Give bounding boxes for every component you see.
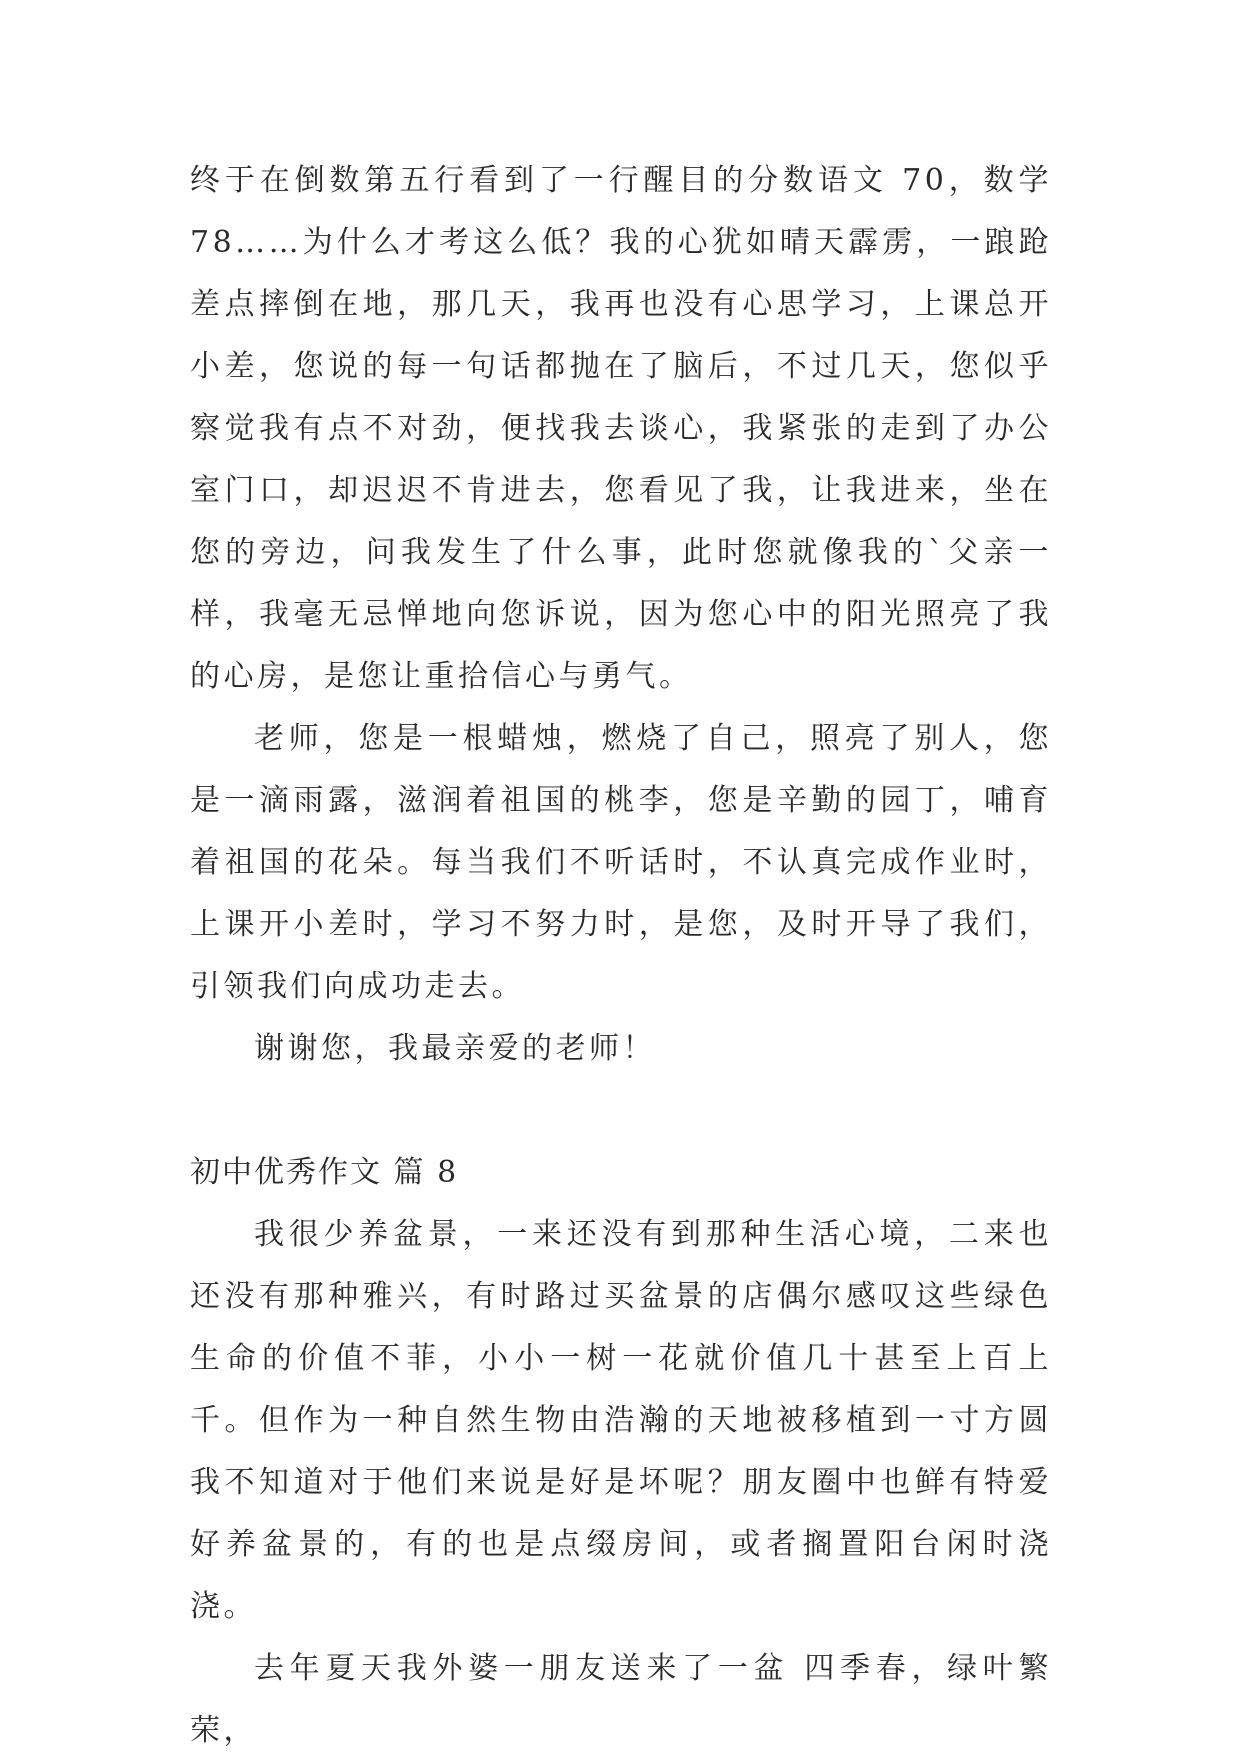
paragraph-exam-scores: 终于在倒数第五行看到了一行醒目的分数语文 70，数学 78……为什么才考这么低？我的心犹如晴天霹雳，一踉跄差点摔倒在地，那几天，我再也没有心思学习，上课总开小差，您说的每一句话都抛在了脑后，不过几天，您似乎察觉我有点不对劲，便找我去谈心，我紧张的走到了办公室门口，却迟迟不肯进去，您看见了我，让我进来，坐在您的旁边，问我发生了什么事，此时您就像我的`父亲一样，我毫无忌惮地向您诉说，因为您心中的阳光照亮了我的心房，是您让重拾信心与勇气。 — [190, 163, 1066, 694]
document-body — [190, 150, 1066, 1762]
section-title: 初中优秀作文 篇 8 — [190, 1155, 459, 1190]
paragraph-teacher-candle: 老师，您是一根蜡烛，燃烧了自己，照亮了别人，您是一滴雨露，滋润着祖国的桃李，您是辛勤的园丁，哺育着祖国的花朵。每当我们不听话时，不认真完成作业时，上课开小差时，学习不努力时，是您，及时开导了我们，引领我们向成功走去。 — [190, 721, 1052, 1004]
paragraph-thanks: 谢谢您，我最亲爱的老师！ — [254, 1031, 656, 1066]
paragraph-bonsai-intro: 我很少养盆景，一来还没有到那种生活心境，二来也还没有那种雅兴，有时路过买盆景的店偶尔感叹这些绿色生命的价值不菲，小小一树一花就价值几十甚至上百上千。但作为一种自然生物由浩瀚的天地被移植到一寸方圆我不知道对于他们来说是好是坏呢？朋友圈中也鲜有特爱好养盆景的，有的也是点缀房间，或者搁置阳台闲时浇浇。 — [190, 1217, 1052, 1624]
paragraph-bonsai-gift: 去年夏天我外婆一朋友送来了一盆 四季春，绿叶繁荣， — [190, 1651, 1052, 1748]
